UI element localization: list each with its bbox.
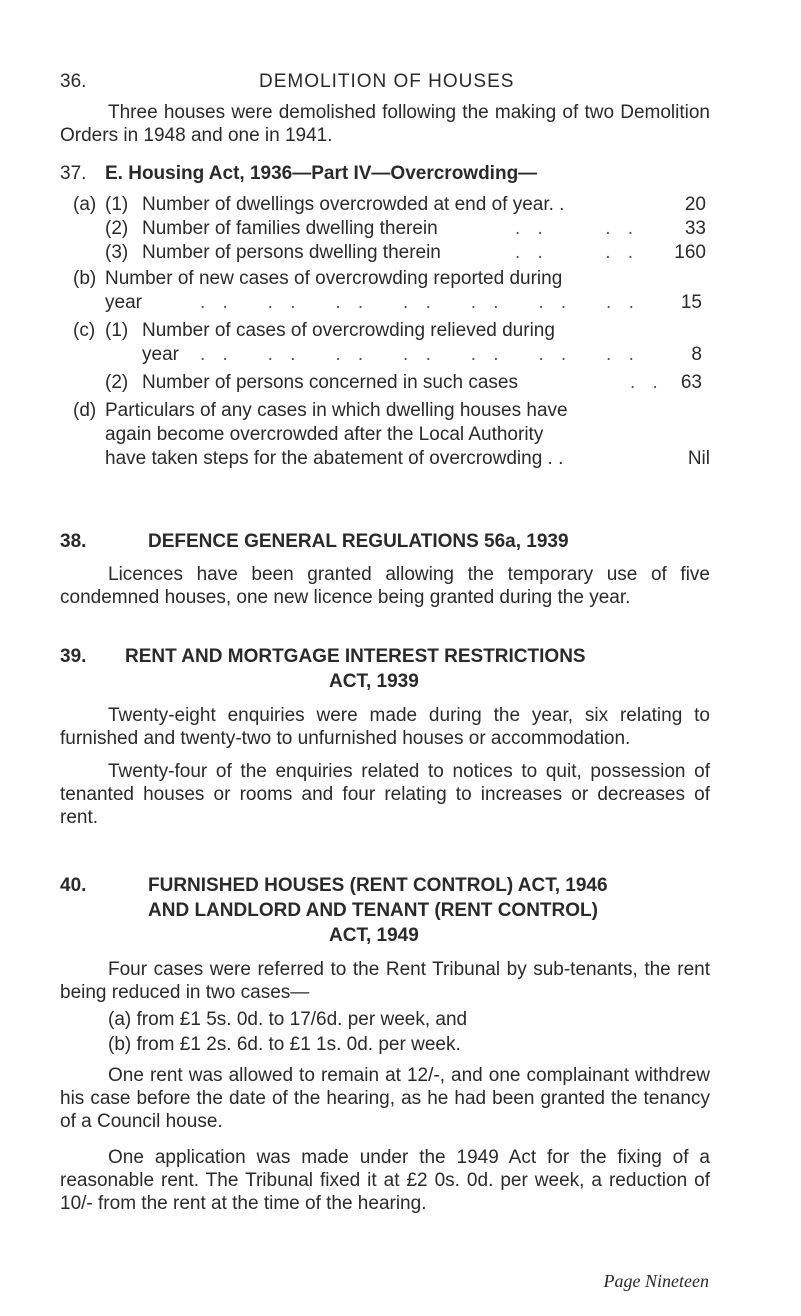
- list-item: [108, 1008, 708, 1032]
- item-sub: (3): [105, 242, 129, 263]
- item-text: Number of persons concerned in such cases: [142, 372, 518, 393]
- item-value: 33: [684, 218, 706, 239]
- leader-dots: . . . . . . . . . . . . . .: [200, 344, 640, 365]
- item-text-cont: again become overcrowded after the Local Authority: [105, 424, 544, 445]
- list-item: [108, 1033, 708, 1057]
- item-value: 63: [680, 372, 702, 393]
- item-text-cont: have taken steps for the abatement of overcrowding . .: [105, 448, 564, 469]
- section-37-heading: E. Housing Act, 1936—Part IV—Overcrowding—: [105, 163, 538, 184]
- section-38-text: Licences have been granted allowing the temporary use of five condemned houses, one new licence being granted during the year.: [60, 564, 710, 608]
- item-text: Number of persons dwelling therein: [142, 242, 441, 263]
- item-letter: (c): [73, 320, 96, 341]
- rent-reduction-a: (a) from £1 5s. 0d. to 17/6d. per week, and: [108, 1009, 468, 1030]
- section-39-number: 39.: [60, 646, 87, 667]
- item-text-cont: year: [142, 344, 179, 365]
- section-39-heading-line1: RENT AND MORTGAGE INTEREST RESTRICTIONS: [125, 646, 586, 667]
- table-row: [60, 267, 710, 291]
- item-text: Number of new cases of overcrowding reported during: [105, 268, 563, 289]
- table-row: [60, 343, 710, 367]
- table-row: [60, 291, 710, 315]
- rent-reduction-b: (b) from £1 2s. 6d. to £1 1s. 0d. per week.: [108, 1034, 461, 1055]
- section-40-heading-line3: ACT, 1949: [329, 925, 419, 946]
- table-row: [60, 319, 710, 343]
- item-value: 8: [691, 344, 702, 365]
- section-36-text: Three houses were demolished following the making of two Demolition Orders in 1948 and one in 1941.: [60, 102, 710, 146]
- section-36-heading: DEMOLITION OF HOUSES: [259, 71, 515, 92]
- section-40-paragraph-1: Four cases were referred to the Rent Tribunal by sub-tenants, the rent being reduced in two cases—: [60, 959, 710, 1003]
- section-39-paragraph-1: Twenty-eight enquiries were made during the year, six relating to furnished and twenty-two to unfurnished houses or accommodation.: [60, 705, 710, 749]
- item-value: 20: [684, 194, 706, 215]
- item-letter: (d): [73, 400, 97, 421]
- item-value: 15: [680, 292, 702, 313]
- table-row: [60, 423, 710, 447]
- item-value: 160: [674, 242, 706, 263]
- table-row: [60, 193, 710, 217]
- section-40-heading-line1: FURNISHED HOUSES (RENT CONTROL) ACT, 1946: [148, 875, 608, 896]
- section-38-number: 38.: [60, 531, 87, 552]
- item-letter: (a): [73, 194, 97, 215]
- item-text-cont: year: [105, 292, 142, 313]
- table-row: [60, 399, 710, 423]
- leader-dots: . .: [630, 372, 664, 393]
- item-text: Number of cases of overcrowding relieved during: [142, 320, 555, 341]
- section-40-paragraph-3: One application was made under the 1949 Act for the fixing of a reasonable rent. The Tribunal fixed it at £2 0s. 0d. per week, a reduction of 10/- from the rent at the time of the hearing.: [60, 1147, 710, 1214]
- leader-dots: . . . .: [515, 242, 640, 263]
- page-number-label: Page Nineteen: [603, 1271, 709, 1291]
- leader-dots: . . . .: [515, 218, 640, 239]
- section-36-number: 36.: [60, 71, 87, 92]
- table-row: [60, 447, 710, 471]
- section-38-heading: DEFENCE GENERAL REGULATIONS 56a, 1939: [148, 531, 569, 552]
- item-text: Number of dwellings overcrowded at end of year. .: [142, 194, 565, 215]
- section-39-heading-line2: ACT, 1939: [329, 671, 419, 692]
- table-row: [60, 217, 710, 241]
- item-sub: (2): [105, 218, 129, 239]
- table-row: [60, 241, 710, 265]
- item-letter: (b): [73, 268, 97, 289]
- item-value: Nil: [687, 448, 710, 469]
- item-text: Particulars of any cases in which dwelling houses have: [105, 400, 568, 421]
- section-39-paragraph-2: Twenty-four of the enquiries related to notices to quit, possession of tenanted houses or rooms and four relating to increases or decreases of rent.: [60, 761, 710, 828]
- section-40-number: 40.: [60, 875, 87, 896]
- item-text: Number of families dwelling therein: [142, 218, 438, 239]
- item-sub: (1): [105, 194, 129, 215]
- leader-dots: . . . . . . . . . . . . . .: [200, 292, 640, 313]
- section-40-heading-line2: AND LANDLORD AND TENANT (RENT CONTROL): [148, 900, 598, 921]
- section-40-paragraph-2: One rent was allowed to remain at 12/-, and one complainant withdrew his case before the date of the hearing, as he had been granted the tenancy of a Council house.: [60, 1065, 710, 1132]
- item-sub: (2): [105, 372, 129, 393]
- item-sub: (1): [105, 320, 129, 341]
- table-row: [60, 371, 710, 395]
- section-37-number: 37.: [60, 163, 87, 184]
